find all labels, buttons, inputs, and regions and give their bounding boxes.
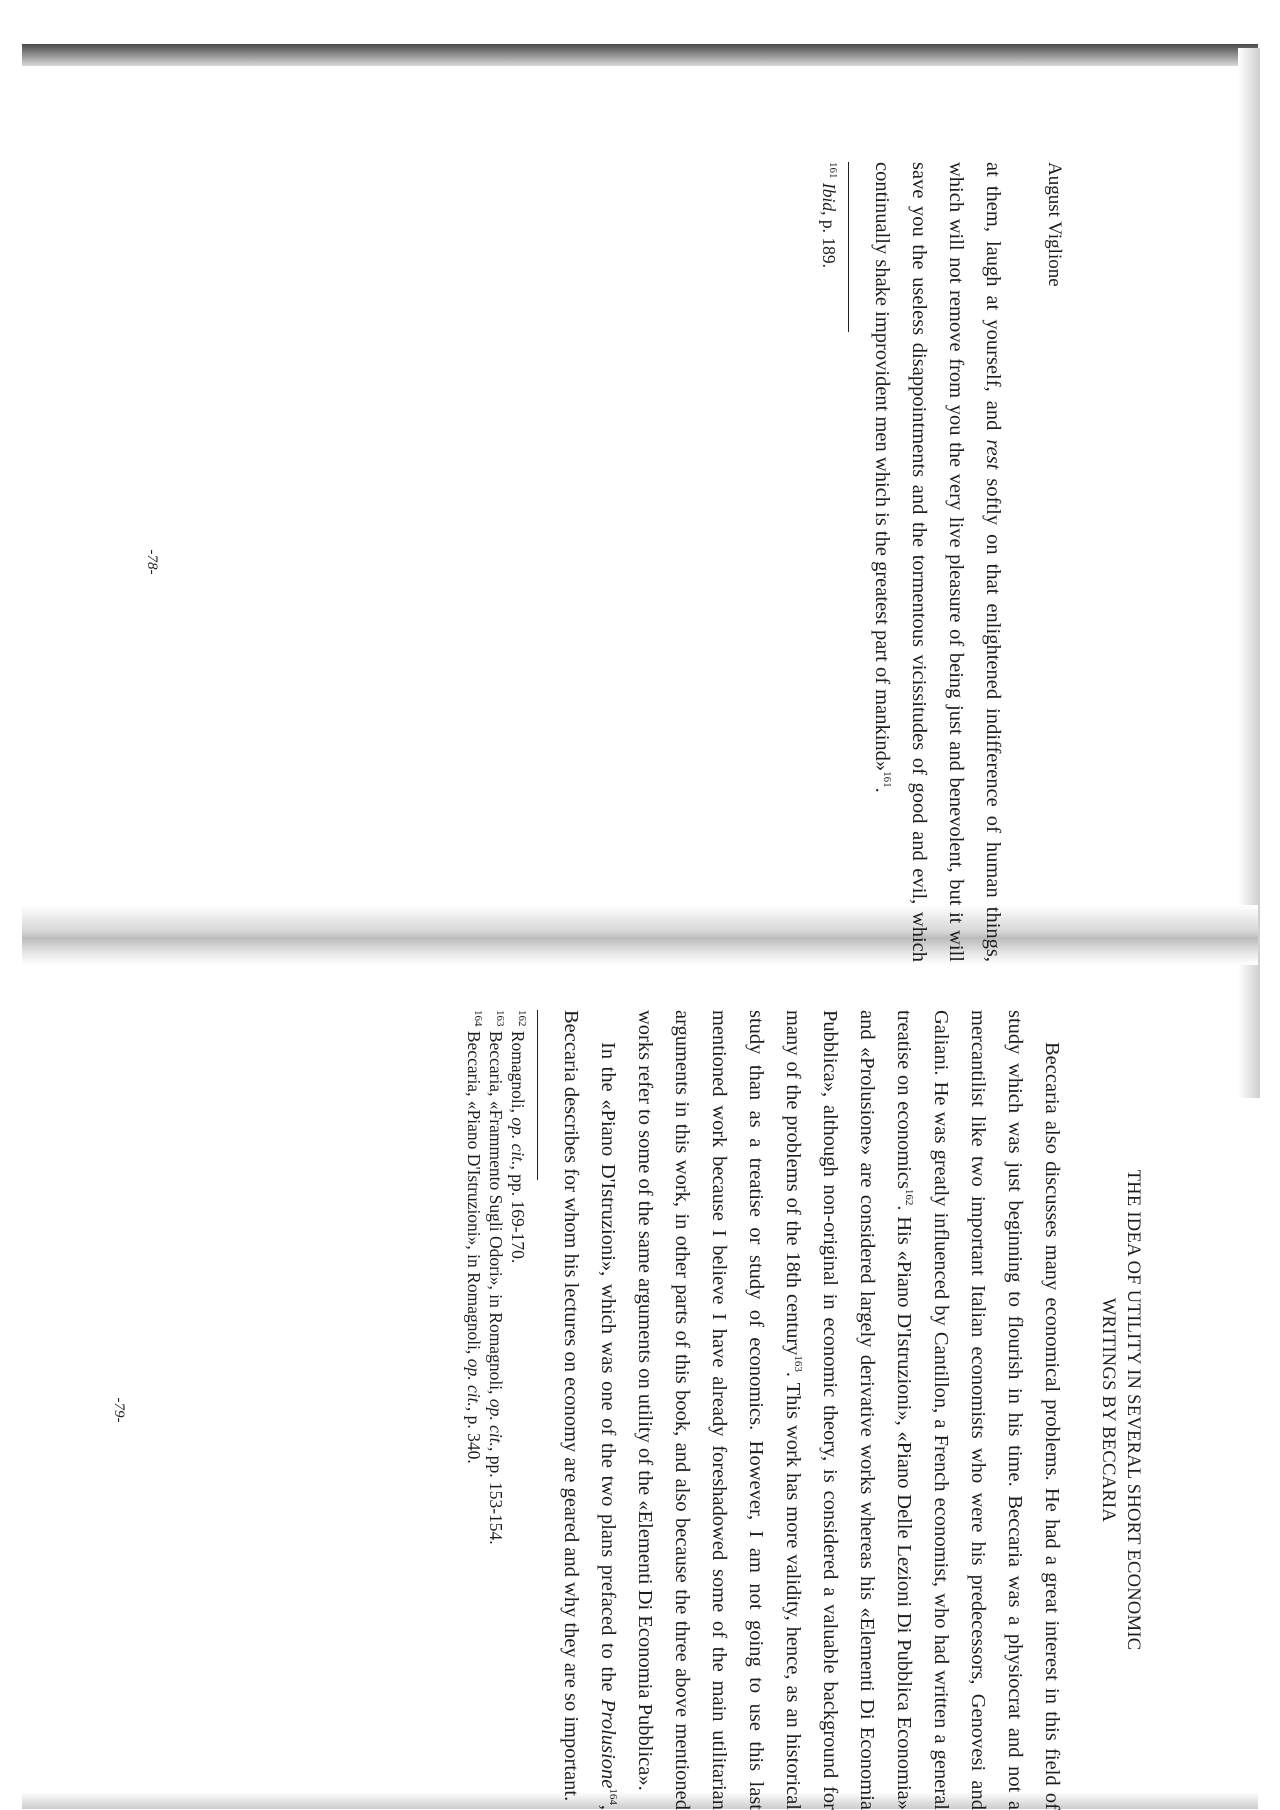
footnote-163 [485, 1010, 507, 1810]
running-head: August Viglione [1044, 162, 1065, 287]
text-run: , p. 189. [819, 211, 839, 268]
text-run: , pp. 169-170. [508, 1165, 528, 1264]
footnote-162 [507, 1010, 529, 1810]
text-run: Beccaria, «Piano D'Istruzioni», in Romagnoli, [464, 1026, 484, 1359]
footnote-ref: 163 [791, 1355, 804, 1372]
footnote-ref: 161 [880, 771, 893, 788]
text-run: . His «Piano D'Istruzioni», «Piano Delle Lezioni Di Pubblica Economia» and «Prolusione» are considered largely derivative works whereas his «Elementi Di Economia Pubblica», although non-original in economic theory, is considered a valuable background for many of the problems of the 18th century [782, 1010, 915, 1810]
text-run: . [871, 787, 893, 793]
footnote-164 [463, 1010, 485, 1810]
footnote-ref: 162 [902, 1188, 915, 1206]
italic-text: op. cit. [486, 1398, 506, 1447]
scan-top-edge-shadow [22, 44, 1258, 66]
body-paragraph-2 [552, 1010, 626, 1810]
footnote-ref: 161 [826, 162, 839, 179]
text-run: softly on that enlightened indifference of human things, which will not remove from you the very live pleasure of being just and benevolent, but it will save you the useless disappointments and the tormentous vicissitudes of good and evil, which continually shake improvident men which is the greatest part of mankind» [871, 162, 1004, 962]
chapter-title-line-1: THE IDEA OF UTILITY IN SEVERAL SHORT ECONOMIC [1123, 1169, 1143, 1651]
chapter-title [1095, 1010, 1145, 1810]
page-number: -79- [111, 1397, 127, 1423]
italic-text: op. cit. [508, 1117, 528, 1166]
footnote-rule [848, 162, 849, 332]
italic-text: op. cit. [464, 1358, 484, 1407]
chapter-title-line-2: WRITINGS BY BECCARIA [1098, 1297, 1118, 1523]
text-run: Beccaria, «Frammento Sugli Odori», in Romagnoli, [486, 1026, 506, 1399]
italic-text: rest [982, 439, 1004, 470]
text-run: In the «Piano D'Istruzioni», which was one of the two plans prefaced to the [597, 1042, 619, 1700]
footnote-ref: 162 [515, 1010, 528, 1027]
footnote-ref: 164 [606, 1788, 619, 1805]
footnote-ref: 164 [471, 1010, 484, 1027]
body-paragraph [863, 162, 1011, 962]
body-paragraph-1 [626, 1010, 1070, 1810]
text-run: Beccaria also discusses many economical problems. He had a great interest in this field of study which was just beginning to flourish in his time. Beccaria was a physiocrat and not a mercantilist like two important Italian economists who were his predecessors, Genovesi and Galiani. He was greatly influenced by Cantillon, a French economist, who had written a general treatise on economics [893, 1010, 1063, 1810]
footnote-161 [818, 162, 840, 962]
text-run: at them, laugh at yourself, and [982, 162, 1004, 440]
text-run: , pp. 153-154. [486, 1446, 506, 1545]
italic-text: Ibid [819, 182, 839, 212]
italic-text: Prolusione [597, 1699, 619, 1789]
footnote-ref: 163 [493, 1010, 506, 1027]
text-run: . This work has more validity, hence, as an historical study than as a treatise or study of economics. However, I am not going to use this last mentioned work because I believe I have already foreshadowed some of the main utilitarian arguments in this work, in other parts of this book, and also because the three above mentioned works refer to some of the same arguments on utility of the «Elementi Di Economia Pubblica». [634, 1010, 804, 1810]
page-number: -78- [144, 549, 160, 575]
page-78 [145, 162, 1065, 962]
footnote-rule [537, 1010, 538, 1180]
text-run: Romagnoli, [508, 1026, 528, 1118]
text-run: , p. 340. [464, 1406, 484, 1464]
page-79 [105, 1010, 1175, 1810]
text-run: , Beccaria describes for whom his lectures on economy are geared and why they are so important. [560, 1010, 619, 1810]
